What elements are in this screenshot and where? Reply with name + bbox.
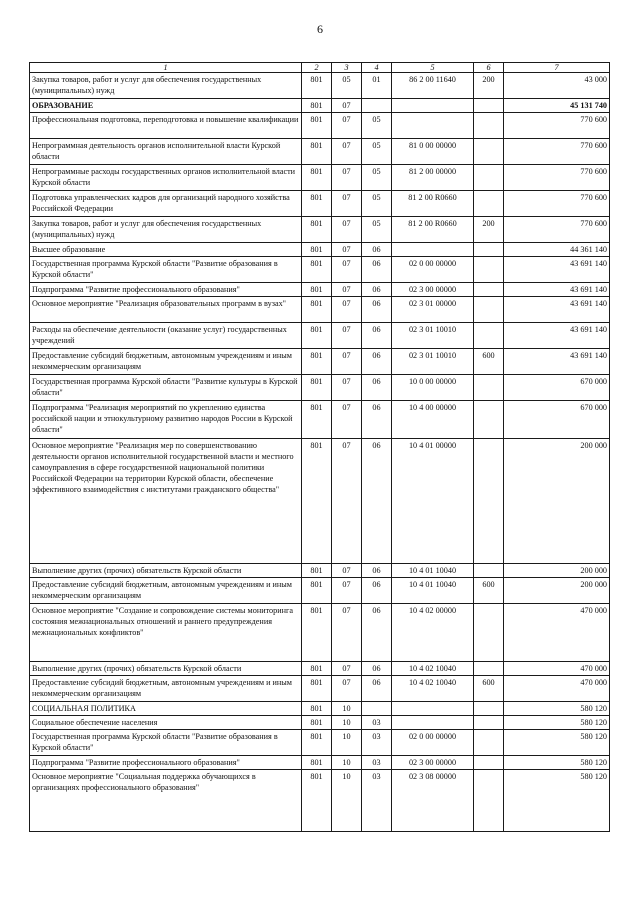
subsection-code: 06 (362, 564, 392, 578)
ministry-code: 801 (302, 756, 332, 770)
table-row (30, 730, 610, 756)
ministry-code: 801 (302, 564, 332, 578)
section-code: 07 (332, 139, 362, 165)
ministry-code: 801 (302, 578, 332, 604)
row-name: ОБРАЗОВАНИЕ (30, 99, 302, 113)
target-article-code: 81 2 00 00000 (392, 165, 474, 191)
table-row (30, 439, 610, 564)
ministry-code: 801 (302, 604, 332, 662)
table-row (30, 716, 610, 730)
expense-type-code (474, 323, 504, 349)
expense-type-code (474, 756, 504, 770)
budget-table (29, 62, 610, 832)
expense-type-code (474, 283, 504, 297)
target-article-code (392, 702, 474, 716)
section-code: 07 (332, 662, 362, 676)
section-code: 07 (332, 191, 362, 217)
target-article-code: 81 2 00 R0660 (392, 217, 474, 243)
section-code: 07 (332, 604, 362, 662)
ministry-code: 801 (302, 770, 332, 832)
amount: 770 600 (504, 165, 610, 191)
table-row (30, 113, 610, 139)
expense-type-code (474, 243, 504, 257)
expense-type-code (474, 439, 504, 564)
table-row (30, 191, 610, 217)
row-name: Основное мероприятие "Реализация мер по совершенствованию деятельности органов исполнительной государственной власти и местного самоуправления в сфере государственной национальной политики Российской Федерации на территории Курской области, обеспечение эффективного взаимодействия с институтами гражданского общества" (30, 439, 302, 564)
target-article-code: 02 3 00 00000 (392, 283, 474, 297)
table-row (30, 243, 610, 257)
subsection-code: 05 (362, 191, 392, 217)
target-article-code: 81 2 00 R0660 (392, 191, 474, 217)
target-article-code: 10 4 01 10040 (392, 564, 474, 578)
column-number: 7 (504, 63, 610, 73)
amount: 580 120 (504, 716, 610, 730)
subsection-code: 03 (362, 730, 392, 756)
amount: 43 691 140 (504, 323, 610, 349)
subsection-code: 06 (362, 297, 392, 323)
subsection-code: 06 (362, 439, 392, 564)
row-name: СОЦИАЛЬНАЯ ПОЛИТИКА (30, 702, 302, 716)
expense-type-code (474, 401, 504, 439)
row-name: Государственная программа Курской области "Развитие образования в Курской области" (30, 730, 302, 756)
target-article-code (392, 99, 474, 113)
target-article-code: 10 4 00 00000 (392, 401, 474, 439)
row-name: Расходы на обеспечение деятельности (оказание услуг) государственных учреждений (30, 323, 302, 349)
row-name: Выполнение других (прочих) обязательств Курской области (30, 662, 302, 676)
amount: 580 120 (504, 756, 610, 770)
target-article-code: 81 0 00 00000 (392, 139, 474, 165)
amount: 43 000 (504, 73, 610, 99)
amount: 580 120 (504, 702, 610, 716)
section-code: 10 (332, 756, 362, 770)
row-name: Предоставление субсидий бюджетным, автономным учреждениям и иным некоммерческим организациям (30, 349, 302, 375)
table-row (30, 257, 610, 283)
subsection-code: 06 (362, 323, 392, 349)
expense-type-code (474, 257, 504, 283)
expense-type-code: 200 (474, 217, 504, 243)
table-row (30, 604, 610, 662)
row-name: Высшее образование (30, 243, 302, 257)
subsection-code: 06 (362, 375, 392, 401)
ministry-code: 801 (302, 243, 332, 257)
section-code: 07 (332, 165, 362, 191)
ministry-code: 801 (302, 662, 332, 676)
amount: 44 361 140 (504, 243, 610, 257)
row-name: Непрограммные расходы государственных органов исполнительной власти Курской области (30, 165, 302, 191)
target-article-code: 10 4 02 10040 (392, 662, 474, 676)
row-name: Закупка товаров, работ и услуг для обеспечения государственных (муниципальных) нужд (30, 73, 302, 99)
subsection-code: 06 (362, 676, 392, 702)
amount: 200 000 (504, 578, 610, 604)
row-name: Подпрограмма "Развитие профессионального образования" (30, 756, 302, 770)
subsection-code: 03 (362, 716, 392, 730)
table-row (30, 676, 610, 702)
expense-type-code (474, 297, 504, 323)
ministry-code: 801 (302, 191, 332, 217)
row-name: Предоставление субсидий бюджетным, автономным учреждениям и иным некоммерческим организациям (30, 578, 302, 604)
ministry-code: 801 (302, 349, 332, 375)
amount: 45 131 740 (504, 99, 610, 113)
row-name: Подготовка управленческих кадров для организаций народного хозяйства Российской Федерации (30, 191, 302, 217)
amount: 200 000 (504, 439, 610, 564)
subsection-code: 05 (362, 113, 392, 139)
section-code: 10 (332, 716, 362, 730)
table-row (30, 165, 610, 191)
subsection-code: 03 (362, 770, 392, 832)
column-number: 6 (474, 63, 504, 73)
table-row (30, 564, 610, 578)
column-number: 3 (332, 63, 362, 73)
section-code: 07 (332, 375, 362, 401)
section-code: 05 (332, 73, 362, 99)
amount: 580 120 (504, 730, 610, 756)
amount: 43 691 140 (504, 349, 610, 375)
amount: 200 000 (504, 564, 610, 578)
ministry-code: 801 (302, 99, 332, 113)
target-article-code (392, 113, 474, 139)
ministry-code: 801 (302, 401, 332, 439)
page-number: 6 (317, 22, 323, 36)
expense-type-code (474, 604, 504, 662)
expense-type-code (474, 375, 504, 401)
subsection-code: 05 (362, 217, 392, 243)
row-name: Основное мероприятие "Социальная поддержка обучающихся в организациях профессионального образования" (30, 770, 302, 832)
target-article-code: 86 2 00 11640 (392, 73, 474, 99)
target-article-code: 10 4 02 00000 (392, 604, 474, 662)
ministry-code: 801 (302, 702, 332, 716)
ministry-code: 801 (302, 676, 332, 702)
target-article-code: 10 4 01 00000 (392, 439, 474, 564)
target-article-code: 02 0 00 00000 (392, 257, 474, 283)
section-code: 07 (332, 564, 362, 578)
section-code: 07 (332, 676, 362, 702)
ministry-code: 801 (302, 375, 332, 401)
table-row (30, 73, 610, 99)
column-number: 5 (392, 63, 474, 73)
target-article-code: 10 4 02 10040 (392, 676, 474, 702)
amount: 43 691 140 (504, 297, 610, 323)
table-row (30, 375, 610, 401)
ministry-code: 801 (302, 139, 332, 165)
row-name: Государственная программа Курской области "Развитие культуры в Курской области" (30, 375, 302, 401)
row-name: Основное мероприятие "Реализация образовательных программ в вузах" (30, 297, 302, 323)
table-row (30, 578, 610, 604)
row-name: Государственная программа Курской области "Развитие образования в Курской области" (30, 257, 302, 283)
section-code: 10 (332, 730, 362, 756)
row-name: Профессиональная подготовка, переподготовка и повышение квалификации (30, 113, 302, 139)
section-code: 07 (332, 323, 362, 349)
section-code: 07 (332, 439, 362, 564)
subsection-code: 05 (362, 139, 392, 165)
table-row (30, 323, 610, 349)
ministry-code: 801 (302, 257, 332, 283)
ministry-code: 801 (302, 73, 332, 99)
subsection-code: 06 (362, 604, 392, 662)
subsection-code: 03 (362, 756, 392, 770)
subsection-code: 06 (362, 662, 392, 676)
subsection-code: 05 (362, 165, 392, 191)
target-article-code (392, 716, 474, 730)
amount: 670 000 (504, 401, 610, 439)
target-article-code: 02 3 01 10010 (392, 323, 474, 349)
section-code: 10 (332, 770, 362, 832)
table-row (30, 99, 610, 113)
table-row (30, 349, 610, 375)
expense-type-code (474, 662, 504, 676)
target-article-code: 02 3 00 00000 (392, 756, 474, 770)
amount: 470 000 (504, 604, 610, 662)
section-code: 07 (332, 217, 362, 243)
amount: 770 600 (504, 191, 610, 217)
table-row (30, 139, 610, 165)
section-code: 07 (332, 257, 362, 283)
subsection-code: 06 (362, 283, 392, 297)
subsection-code: 06 (362, 243, 392, 257)
column-number: 2 (302, 63, 332, 73)
ministry-code: 801 (302, 113, 332, 139)
section-code: 07 (332, 243, 362, 257)
column-number: 1 (30, 63, 302, 73)
ministry-code: 801 (302, 283, 332, 297)
table-row (30, 401, 610, 439)
target-article-code: 10 0 00 00000 (392, 375, 474, 401)
amount: 670 000 (504, 375, 610, 401)
row-name: Предоставление субсидий бюджетным, автономным учреждениям и иным некоммерческим организациям (30, 676, 302, 702)
expense-type-code: 600 (474, 349, 504, 375)
target-article-code (392, 243, 474, 257)
amount: 770 600 (504, 113, 610, 139)
column-number-row (30, 63, 610, 73)
row-name: Выполнение других (прочих) обязательств Курской области (30, 564, 302, 578)
section-code: 07 (332, 113, 362, 139)
amount: 470 000 (504, 676, 610, 702)
target-article-code: 02 3 08 00000 (392, 770, 474, 832)
amount: 770 600 (504, 139, 610, 165)
row-name: Закупка товаров, работ и услуг для обеспечения государственных (муниципальных) нужд (30, 217, 302, 243)
expense-type-code: 600 (474, 578, 504, 604)
section-code: 07 (332, 578, 362, 604)
amount: 580 120 (504, 770, 610, 832)
expense-type-code (474, 730, 504, 756)
ministry-code: 801 (302, 730, 332, 756)
expense-type-code (474, 113, 504, 139)
subsection-code: 06 (362, 257, 392, 283)
table-row (30, 283, 610, 297)
subsection-code: 06 (362, 401, 392, 439)
subsection-code: 01 (362, 73, 392, 99)
subsection-code (362, 702, 392, 716)
row-name: Подпрограмма "Реализация мероприятий по укреплению единства российской нации и этнокультурному развитию народов России в Курской области" (30, 401, 302, 439)
table-row (30, 662, 610, 676)
section-code: 07 (332, 297, 362, 323)
table-row (30, 756, 610, 770)
expense-type-code: 600 (474, 676, 504, 702)
expense-type-code: 200 (474, 73, 504, 99)
ministry-code: 801 (302, 217, 332, 243)
expense-type-code (474, 191, 504, 217)
expense-type-code (474, 716, 504, 730)
expense-type-code (474, 165, 504, 191)
expense-type-code (474, 99, 504, 113)
amount: 770 600 (504, 217, 610, 243)
subsection-code: 06 (362, 578, 392, 604)
ministry-code: 801 (302, 297, 332, 323)
expense-type-code (474, 702, 504, 716)
column-number: 4 (362, 63, 392, 73)
target-article-code: 02 0 00 00000 (392, 730, 474, 756)
section-code: 07 (332, 349, 362, 375)
target-article-code: 02 3 01 10010 (392, 349, 474, 375)
expense-type-code (474, 564, 504, 578)
row-name: Непрограммная деятельность органов исполнительной власти Курской области (30, 139, 302, 165)
amount: 43 691 140 (504, 283, 610, 297)
section-code: 07 (332, 283, 362, 297)
section-code: 07 (332, 401, 362, 439)
amount: 470 000 (504, 662, 610, 676)
row-name: Подпрограмма "Развитие профессионального образования" (30, 283, 302, 297)
ministry-code: 801 (302, 165, 332, 191)
ministry-code: 801 (302, 716, 332, 730)
table-row (30, 217, 610, 243)
section-code: 10 (332, 702, 362, 716)
expense-type-code (474, 770, 504, 832)
amount: 43 691 140 (504, 257, 610, 283)
table-row (30, 702, 610, 716)
row-name: Основное мероприятие "Создание и сопровождение системы мониторинга состояния межнациональных отношений и раннего предупреждения межнациональных конфликтов" (30, 604, 302, 662)
ministry-code: 801 (302, 323, 332, 349)
subsection-code: 06 (362, 349, 392, 375)
section-code: 07 (332, 99, 362, 113)
table-row (30, 297, 610, 323)
expense-type-code (474, 139, 504, 165)
row-name: Социальное обеспечение населения (30, 716, 302, 730)
target-article-code: 02 3 01 00000 (392, 297, 474, 323)
subsection-code (362, 99, 392, 113)
ministry-code: 801 (302, 439, 332, 564)
table-row (30, 770, 610, 832)
target-article-code: 10 4 01 10040 (392, 578, 474, 604)
